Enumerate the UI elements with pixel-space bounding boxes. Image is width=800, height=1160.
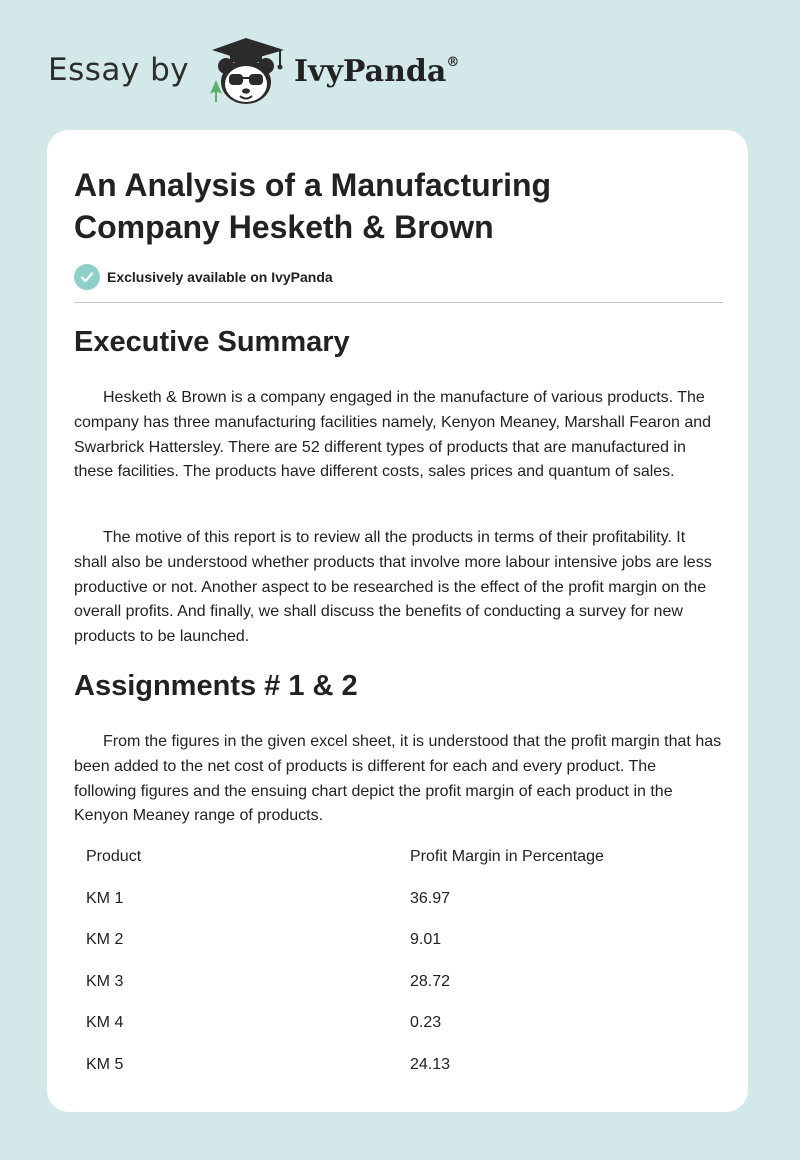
exclusive-label: Exclusively available on IvyPanda <box>107 269 333 285</box>
section-heading-executive-summary: Executive Summary <box>74 326 350 358</box>
table-row <box>74 878 722 920</box>
margin-cell: 0.23 <box>410 1014 442 1032</box>
table-row <box>74 1002 722 1044</box>
margin-cell: 36.97 <box>410 889 451 907</box>
ivypanda-logo-icon[interactable] <box>202 36 290 108</box>
profit-margin-table <box>74 836 722 1086</box>
margin-cell: 28.72 <box>410 972 451 990</box>
table-row <box>74 919 722 961</box>
margin-cell: 9.01 <box>410 931 442 949</box>
brand-name: IvyPanda® <box>294 54 460 89</box>
checkmark-icon <box>74 264 100 290</box>
site-header <box>48 36 508 108</box>
essay-by-label: Essay by <box>48 52 190 88</box>
divider <box>74 302 723 303</box>
section-heading-assignments: Assignments # 1 & 2 <box>74 670 358 702</box>
column-header-product: Product <box>86 848 142 865</box>
product-cell: KM 3 <box>86 972 124 990</box>
page-title: An Analysis of a Manufacturing Company Hesketh & Brown <box>74 167 552 245</box>
product-cell: KM 4 <box>86 1014 124 1032</box>
column-header-profit-margin: Profit Margin in Percentage <box>410 848 604 865</box>
product-cell: KM 5 <box>86 1055 124 1073</box>
essay-card <box>47 130 748 1112</box>
table-header-row <box>74 836 722 878</box>
paragraph: From the figures in the given excel sheet, it is understood that the profit margin that has been added to the net cost of products is different for each and every product. The following figures and the ensuing chart depict the profit margin of each product in the Kenyon Meaney range of products. <box>74 733 722 825</box>
paragraph: Hesketh & Brown is a company engaged in the manufacture of various products. The company has three manufacturing facilities namely, Kenyon Meaney, Marshall Fearon and Swarbrick Hattersley. There are 52 different types of products that are manufactured in these facilities. The products have different costs, sales prices and quantum of sales. <box>74 389 712 481</box>
product-cell: KM 1 <box>86 889 124 907</box>
table-row <box>74 961 722 1003</box>
product-cell: KM 2 <box>86 931 124 949</box>
margin-cell: 24.13 <box>410 1055 451 1073</box>
exclusive-badge <box>74 263 333 291</box>
paragraph: The motive of this report is to review all the products in terms of their profitability. It shall also be understood whether products that involve more labour intensive jobs are less productive or not. Another aspect to be researched is the effect of the profit margin on the overall profits. And finally, we shall discuss the benefits of conducting a survey for new products to be launched. <box>74 529 712 646</box>
table-row <box>74 1044 722 1086</box>
